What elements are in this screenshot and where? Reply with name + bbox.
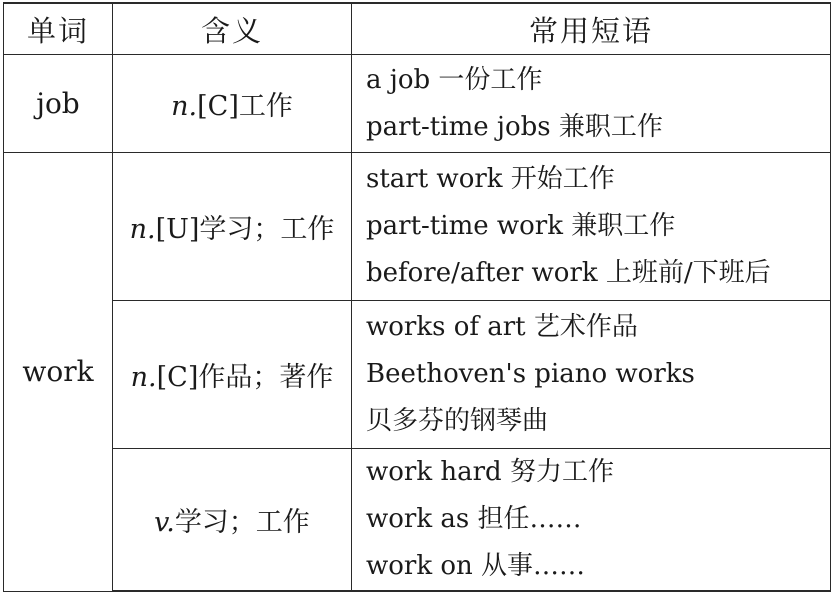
table-row [4, 153, 831, 301]
vocabulary-table [3, 2, 831, 592]
header-phrases: 常用短语 [352, 3, 831, 55]
word-cell: work [4, 153, 113, 592]
table-row [4, 449, 831, 592]
phrase: start work 开始工作 [366, 164, 615, 194]
header-meaning: 含义 [113, 3, 352, 55]
meaning-cell [113, 449, 352, 592]
phrase: part-time jobs 兼职工作 [366, 111, 663, 142]
phrase: work as 担任…… [366, 504, 582, 534]
phrase: work hard 努力工作 [366, 457, 614, 487]
meaning-cell [113, 301, 352, 449]
phrase: Beethoven's piano works [366, 359, 695, 389]
word-cell: job [4, 55, 113, 153]
phrase: 贝多芬的钢琴曲 [366, 406, 549, 436]
phrase: before/after work 上班前/下班后 [366, 258, 771, 288]
meaning-text: [C]作品；著作 [156, 362, 334, 393]
phrase: a job 一份工作 [366, 64, 543, 95]
part-of-speech: n. [171, 91, 198, 122]
phrases-cell [352, 449, 831, 592]
phrases-cell [352, 55, 831, 153]
part-of-speech: v. [154, 507, 175, 538]
table-row [4, 301, 831, 449]
phrase: work on 从事…… [366, 551, 586, 581]
phrase: works of art 艺术作品 [366, 312, 638, 342]
meaning-text: 学习；工作 [174, 507, 310, 538]
header-word: 单词 [4, 3, 113, 55]
table-row [4, 55, 831, 153]
meaning-text: [C]工作 [197, 91, 293, 122]
header-row [4, 3, 831, 55]
meaning-cell [113, 153, 352, 301]
meaning-cell [113, 55, 352, 153]
part-of-speech: n. [129, 214, 156, 245]
phrase: part-time work 兼职工作 [366, 211, 676, 241]
phrases-cell [352, 301, 831, 449]
part-of-speech: n. [130, 362, 157, 393]
meaning-text: [U]学习；工作 [155, 214, 335, 245]
phrases-cell [352, 153, 831, 301]
